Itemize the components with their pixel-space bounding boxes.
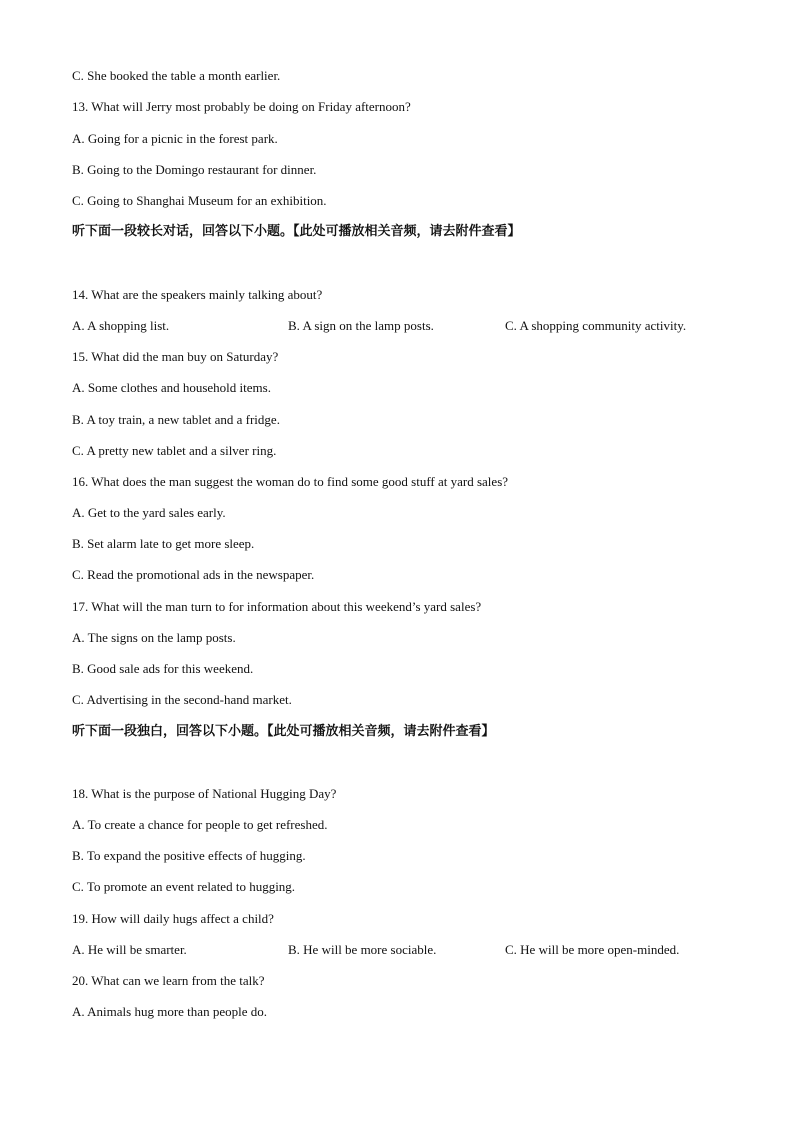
option-14b: B. A sign on the lamp posts. xyxy=(288,318,434,333)
question-18: 18. What is the purpose of National Hugging Day? xyxy=(72,786,337,801)
option-13a: A. Going for a picnic in the forest park. xyxy=(72,131,278,146)
question-17: 17. What will the man turn to for information about this weekend’s yard sales? xyxy=(72,599,482,614)
section-instruction-dialogue: 听下面一段较长对话，回答以下小题。【此处可播放相关音频，请去附件查看】 xyxy=(72,224,521,239)
option-18a: A. To create a chance for people to get refreshed. xyxy=(72,817,328,832)
option-15b: B. A toy train, a new tablet and a fridge. xyxy=(72,412,280,427)
option-16a: A. Get to the yard sales early. xyxy=(72,505,226,520)
option-16c: C. Read the promotional ads in the newspaper. xyxy=(72,567,315,582)
question-20: 20. What can we learn from the talk? xyxy=(72,973,265,988)
question-13: 13. What will Jerry most probably be doing on Friday afternoon? xyxy=(72,99,411,114)
option-14a: A. A shopping list. xyxy=(72,318,170,333)
option-14c: C. A shopping community activity. xyxy=(505,318,687,333)
option-15a: A. Some clothes and household items. xyxy=(72,380,271,395)
option-17a: A. The signs on the lamp posts. xyxy=(72,630,236,645)
question-16: 16. What does the man suggest the woman do to find some good stuff at yard sales? xyxy=(72,474,509,489)
question-15: 15. What did the man buy on Saturday? xyxy=(72,349,279,364)
option-19a: A. He will be smarter. xyxy=(72,942,187,957)
option-17c: C. Advertising in the second-hand market. xyxy=(72,692,292,707)
option-20a: A. Animals hug more than people do. xyxy=(72,1004,267,1019)
question-14: 14. What are the speakers mainly talking about? xyxy=(72,287,323,302)
option-15c: C. A pretty new tablet and a silver ring. xyxy=(72,443,277,458)
section-instruction-monologue: 听下面一段独白，回答以下小题。【此处可播放相关音频，请去附件查看】 xyxy=(72,724,495,739)
option-19c: C. He will be more open-minded. xyxy=(505,942,680,957)
option-13c: C. Going to Shanghai Museum for an exhibition. xyxy=(72,193,327,208)
option-13b: B. Going to the Domingo restaurant for dinner. xyxy=(72,162,317,177)
option-17b: B. Good sale ads for this weekend. xyxy=(72,661,254,676)
question-19: 19. How will daily hugs affect a child? xyxy=(72,911,274,926)
option-16b: B. Set alarm late to get more sleep. xyxy=(72,536,255,551)
option-18c: C. To promote an event related to hugging. xyxy=(72,879,296,894)
option-12c: C. She booked the table a month earlier. xyxy=(72,68,281,83)
option-19b: B. He will be more sociable. xyxy=(288,942,437,957)
option-18b: B. To expand the positive effects of hugging. xyxy=(72,848,306,863)
